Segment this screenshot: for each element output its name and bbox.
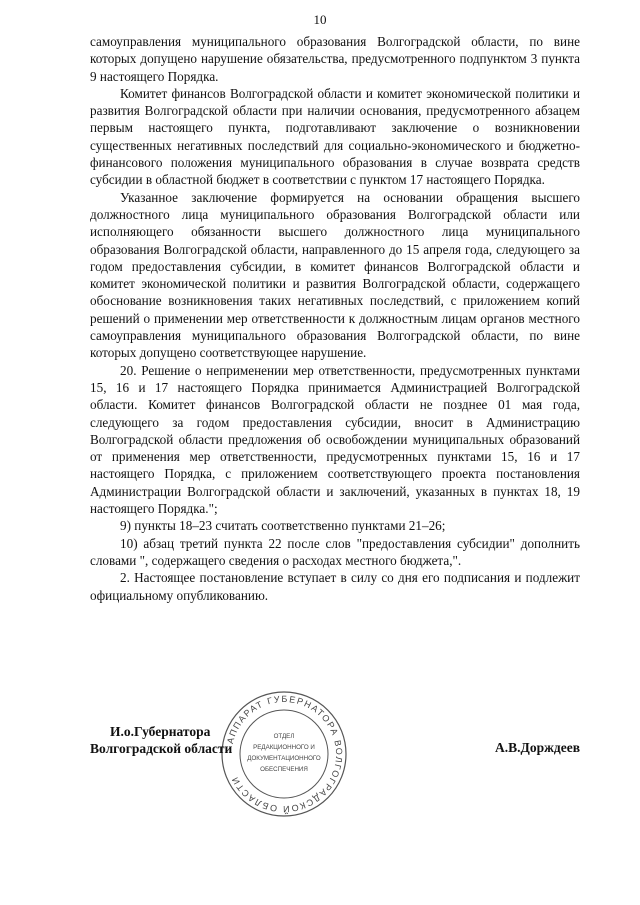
official-stamp — [220, 690, 348, 818]
page-number: 10 — [313, 12, 327, 27]
paragraph: Комитет финансов Волгоградской области и комитет экономической политики и развития Волгоградской области при наличии основания, предусмотренного абзацем первым настоящего пункта, подготавливают заключение о возникновении существенных негативных последствий для социально-экономического и бюджетно-финансового положения муниципального образования в случае возврата средств субсидии в областной бюджет в соответствии с пунктом 17 настоящего Порядка. — [90, 85, 580, 188]
stamp-ring-text: АППАРАТ ГУБЕРНАТОРА ВОЛГОГРАДСКОЙ ОБЛАСТИ — [225, 693, 345, 815]
paragraph: Указанное заключение формируется на основании обращения высшего должностного лица муниципального образования Волгоградской области или исполняющего обязанности высшего должностного лица муниципального образования Волгоградской области, направленного до 15 апреля года, следующего за годом предоставления субсидии, в комитет финансов Волгоградской области и комитет экономической политики и развития Волгоградской области, содержащего обоснование возникновения таких негативных последствий, с приложением копий решений о применении мер ответственности к должностным лицам органов местного самоуправления муниципального образования Волгоградской области, по вине которых допущено соответствующее нарушение. — [90, 189, 580, 361]
paragraph: 2. Настоящее постановление вступает в силу со дня его подписания и подлежит официальному опубликованию. — [90, 570, 580, 603]
signature-title-line-1: И.о.Губернатора — [110, 724, 211, 739]
stamp-center-line-1: ОТДЕЛ — [273, 733, 295, 740]
stamp-center-line-4: ОБЕСПЕЧЕНИЯ — [260, 766, 308, 773]
document-body — [90, 33, 580, 604]
signature-title — [90, 723, 232, 757]
paragraph: 9) пункты 18–23 считать соответственно пунктами 21–26; — [120, 518, 446, 534]
paragraph: 10) абзац третий пункта 22 после слов "предоставления субсидии" дополнить словами ", содержащего сведения о расходах местного бюджета,". — [90, 535, 580, 568]
stamp-center-line-3: ДОКУМЕНТАЦИОННОГО — [247, 755, 321, 762]
stamp-center-line-2: РЕДАКЦИОННОГО И — [253, 744, 315, 751]
paragraph: 20. Решение о неприменении мер ответственности, предусмотренных пунктами 15, 16 и 17 настоящего Порядка принимается Администрацией Волгоградской области. Комитет финансов Волгоградской области не позднее 01 мая года, следующего за годом предоставления субсидии, вносит в Администрацию Волгоградской области предложения об освобождении муниципальных образований от применения мер ответственности, предусмотренных пунктами 15, 16 и 17 настоящего Порядка, с приложением соответствующего проекта постановления Администрации Волгоградской области и заключений, указанных в пунктах 18, 19 настоящего Порядка."; — [90, 362, 580, 517]
signatory-name: А.В.Дорждеев — [495, 740, 580, 755]
paragraph: самоуправления муниципального образования Волгоградской области, по вине которых допущено нарушение обязательства, предусмотренного подпунктом 3 пункта 9 настоящего Порядка. — [90, 34, 580, 84]
signature-title-line-2: Волгоградской области — [90, 741, 233, 756]
